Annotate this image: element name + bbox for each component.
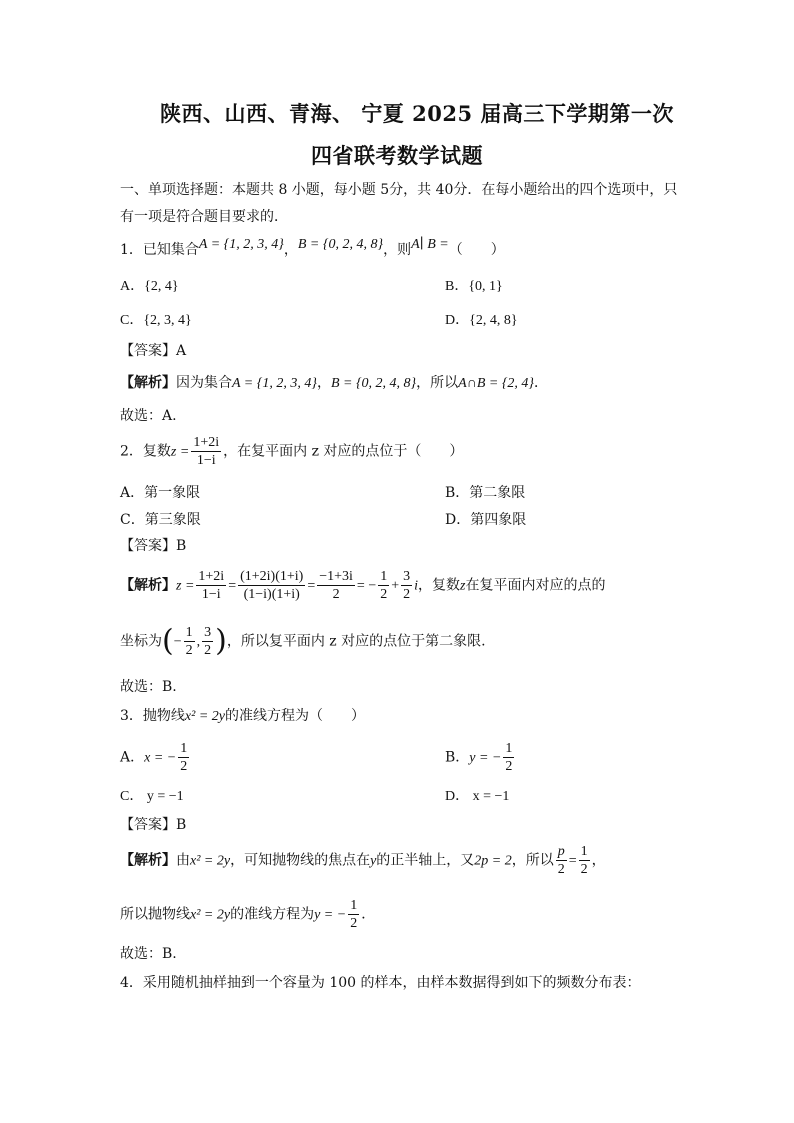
q1-analysis-set-a: A = {1, 2, 3, 4} [232, 376, 317, 391]
q1-analysis [120, 373, 548, 394]
q3-a3: 的正半轴上，又 [376, 852, 475, 869]
q2-eq-1: = [228, 578, 237, 594]
q2-analysis-line-1 [120, 568, 605, 603]
q1-analysis-result: A∩B = {2, 4} [458, 376, 535, 391]
q3-b1: 所以抛物线 [120, 906, 190, 923]
q2-z: z = [170, 444, 190, 460]
q3-option-a [120, 740, 191, 775]
q3-tail: 的准线方程为（ ） [225, 708, 365, 724]
q1-analysis-label: 【解析】 [120, 375, 176, 391]
q2-f2-den: (1−i)(1+i) [243, 587, 300, 602]
q1-option-c: C．{2, 3, 4} [120, 313, 192, 328]
q3-half-frac [579, 843, 590, 878]
q2-eq-3: = − [356, 578, 377, 594]
q3-a5: ， [591, 852, 606, 869]
q2-f5-num: 3 [403, 569, 411, 584]
q2-analysis-frac-4 [378, 568, 389, 603]
q3-a-2p: 2p = 2 [474, 853, 512, 869]
question-2-stem [120, 434, 463, 469]
q2-i: i [414, 578, 419, 594]
q1-set-a: A = {1, 2, 3, 4} [198, 237, 284, 252]
title-line-1: 陕西、山西、青海、 宁夏 2025 届高三下学期第一次 [160, 101, 674, 126]
q3-answer: 【答案】B [120, 817, 187, 833]
q2-coord-label: 坐标为 [120, 633, 162, 650]
q2-plus: + [391, 578, 400, 594]
section-instruction-line-1: 一、单项选择题：本题共 8 小题，每小题 5分，共 40分．在每小题给出的四个选项中，只 [120, 182, 678, 198]
q1-prefix: 1．已知集合 [120, 242, 199, 258]
q3-a-eq2: = [568, 853, 577, 869]
q3-a-eq: x² = 2y [190, 853, 231, 869]
q3-choose: 故选：B. [120, 946, 177, 962]
q3-b-eq: x² = 2y [190, 907, 231, 923]
q2-option-b: B．第二象限 [445, 485, 526, 501]
q1-answer: 【答案】A [120, 343, 187, 359]
q3-opt-b-den: 2 [505, 759, 513, 774]
q2-c1-num: 1 [185, 625, 193, 640]
q1-analysis-set-b: B = {0, 2, 4, 8} [330, 376, 417, 391]
q2-coord-paren-open: ( [162, 623, 174, 659]
q2-coord-paren-close: ) [215, 623, 227, 659]
q3-option-c: C． y = −1 [120, 789, 184, 804]
question-1-stem [120, 237, 505, 261]
q3-b3: ． [361, 906, 376, 923]
q3-opt-a-frac [178, 740, 189, 775]
q2-f5-den: 2 [403, 587, 411, 602]
q3-opt-a-den: 2 [180, 759, 188, 774]
q1-tail: ，则 [383, 242, 412, 258]
q2-f4-num: 1 [380, 569, 388, 584]
question-4-stem: 4．采用随机抽样抽到一个容量为 100 的样本，由样本数据得到如下的频数分布表： [120, 975, 641, 991]
q2-f1-den: 1−i [201, 587, 221, 602]
q3-analysis-line-1 [120, 843, 606, 878]
q1-option-a: A．{2, 4} [120, 279, 179, 294]
q3-analysis-line-2 [120, 897, 375, 932]
q1-set-b: B = {0, 2, 4, 8} [297, 237, 384, 252]
q3-opt-a-label: A． [120, 749, 145, 766]
q1-analysis-end: ． [534, 375, 549, 391]
q3-h-num: 1 [580, 844, 588, 859]
q3-p-frac [556, 843, 567, 878]
q3-opt-a-num: 1 [180, 741, 188, 756]
q2-analysis-frac-1 [196, 568, 226, 603]
q2-coord-frac-1 [184, 624, 195, 659]
q2-coord-frac-2 [202, 624, 213, 659]
q3-opt-b-label: B． [445, 749, 470, 766]
q2-f1-num: 1+2i [198, 569, 225, 584]
q2-f4-den: 2 [380, 587, 388, 602]
q2-eq-2: = [307, 578, 316, 594]
q2-analysis-tail-2: 在复平面内对应的点的 [465, 577, 606, 594]
q1-analysis-text: 因为集合 [176, 375, 232, 391]
section-instruction-line-2: 有一项是符合题目要求的． [120, 209, 288, 225]
q1-analysis-comma: ， [316, 375, 331, 391]
q2-c1-den: 2 [185, 643, 193, 658]
q2-f2-num: (1+2i)(1+i) [240, 569, 304, 584]
q1-paren: （ ） [448, 242, 505, 258]
q2-analysis-frac-5 [401, 568, 412, 603]
q2-answer: 【答案】B [120, 538, 187, 554]
q2-fraction [191, 434, 221, 469]
q3-p-den: 2 [557, 862, 565, 877]
q2-analysis-z: z = [176, 578, 195, 594]
q2-choose: 故选：B. [120, 679, 177, 695]
q3-a1: 由 [176, 852, 190, 869]
q1-analysis-so: ，所以 [416, 375, 459, 391]
q2-option-c: C．第三象限 [120, 512, 201, 528]
q3-b-y: y = − [314, 907, 347, 923]
q3-option-b [445, 740, 516, 775]
q2-analysis-frac-2 [238, 568, 305, 603]
q3-b-num: 1 [350, 898, 358, 913]
q2-prefix: 2．复数 [120, 443, 171, 460]
q3-analysis-label: 【解析】 [120, 852, 176, 869]
q2-coord-tail: ，所以复平面内 z 对应的点位于第二象限. [226, 633, 486, 650]
q2-coord-comma: , [196, 634, 201, 650]
q1-option-d: D．{2, 4, 8} [445, 313, 518, 328]
q3-a2: ，可知抛物线的焦点在 [230, 852, 371, 869]
q3-a-y: y [370, 853, 377, 869]
q1-choose: 故选：A. [120, 408, 177, 424]
q3-b2: 的准线方程为 [230, 906, 315, 923]
q3-opt-b-num: 1 [505, 741, 513, 756]
q3-b-den: 2 [350, 916, 358, 931]
q2-option-a: A．第一象限 [120, 485, 201, 501]
question-3-stem [120, 706, 365, 727]
q2-den: 1−i [196, 453, 216, 468]
q2-num: 1+2i [193, 435, 220, 450]
q3-a4: ，所以 [511, 852, 554, 869]
q1-sep: ， [283, 242, 298, 258]
q2-tail: ，在复平面内 z 对应的点位于（ ） [223, 443, 464, 460]
q2-analysis-label: 【解析】 [120, 577, 176, 594]
q3-opt-b-frac [503, 740, 514, 775]
q2-analysis-line-2 [120, 624, 486, 659]
q2-c2-num: 3 [204, 625, 212, 640]
q2-f3-num: −1+3i [319, 569, 353, 584]
q3-opt-b-lhs: y = − [469, 750, 502, 766]
q2-analysis-tail-1: ，复数 [418, 577, 461, 594]
q3-h-den: 2 [580, 862, 588, 877]
q2-f3-den: 2 [332, 587, 340, 602]
q2-c2-den: 2 [204, 643, 212, 658]
q3-option-d: D． x = −1 [445, 789, 510, 804]
q1-expr: A∣ B = [411, 237, 449, 252]
q3-prefix: 3．抛物线 [120, 708, 185, 724]
q3-opt-a-lhs: x = − [144, 750, 177, 766]
title-line-2: 四省联考数学试题 [311, 143, 483, 168]
q1-option-b: B．{0, 1} [445, 279, 503, 294]
q3-equation: x² = 2y [184, 709, 225, 724]
q2-analysis-frac-3 [317, 568, 355, 603]
q2-option-d: D．第四象限 [445, 512, 527, 528]
q2-analysis-z2: z [460, 578, 466, 594]
q3-p-num: p [557, 844, 565, 859]
q3-b-frac [348, 897, 359, 932]
q2-coord-minus: − [173, 634, 182, 650]
